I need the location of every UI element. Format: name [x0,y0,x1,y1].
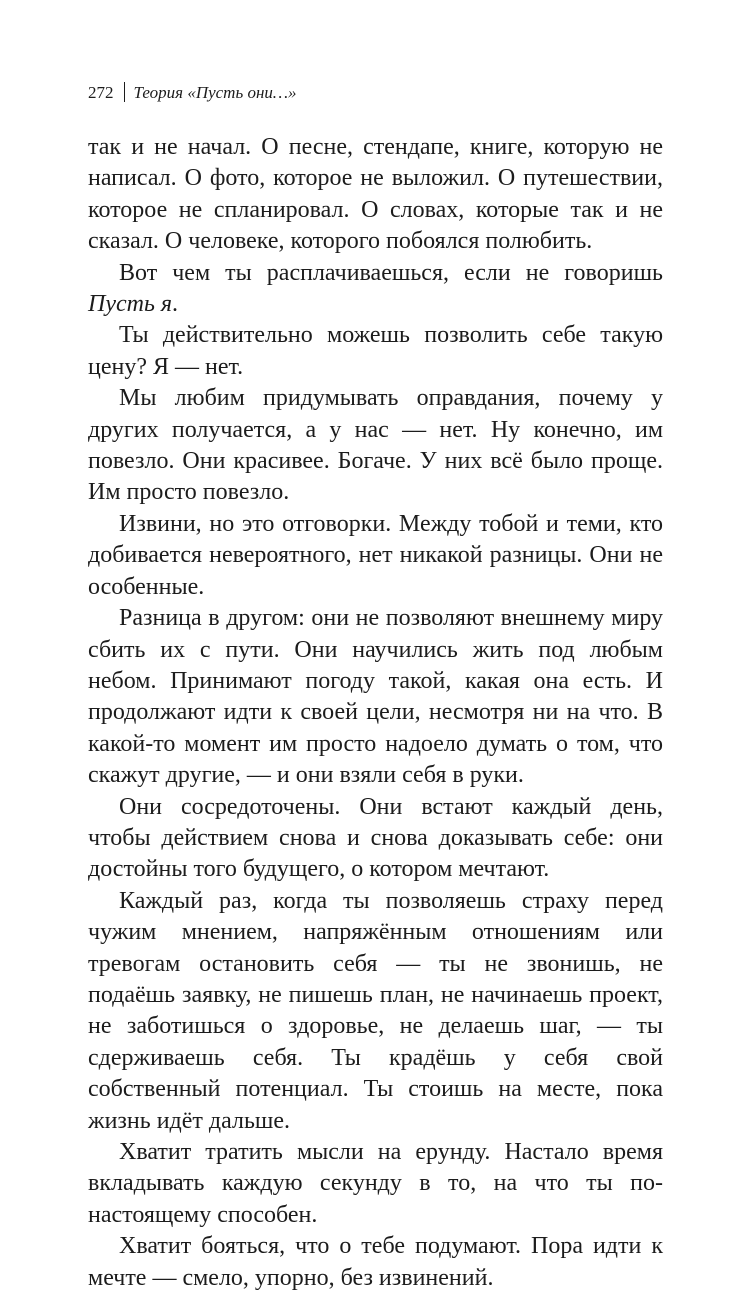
emphasis-text: Пусть я [88,291,173,318]
paragraph [88,258,663,321]
paragraph: Извини, но это отговорки. Между тобой и теми, кто добивается невероятного, нет никакой разницы. Они не особенные. [88,510,663,600]
paragraph: Ты действительно можешь позволить себе такую цену? Я — нет. [88,322,663,380]
paragraph: Каждый раз, когда ты позволяешь страху перед чужим мнением, напряжённым отношениям или тревогам остановить себя — ты не звонишь, не подаёшь заявку, не пишешь план, не начинаешь проект, не заботишься о здоровье, не делаешь шаг, — ты сдерживаешь себя. Ты крадёшь у себя свой собственный потенциал. Ты стоишь на месте, пока жизнь идёт дальше. [88,887,663,1134]
paragraph-text-end: . [172,291,179,318]
body-text [88,132,663,1294]
paragraph-text: Вот чем ты расплачиваешься, если не говоришь [119,259,663,286]
book-page [88,82,663,1294]
running-title: Теория «Пусть они…» [133,83,297,102]
header-divider [124,82,125,102]
page-number: 272 [88,83,114,102]
paragraph: Разница в другом: они не позволяют внешнему миру сбить их с пути. Они научились жить под любым небом. Принимают погоду такой, какая она есть. И продолжают идти к своей цели, несмотря ни на что. В какой-то момент им просто надоело думать о том, что скажут другие, — и они взяли себя в руки. [88,605,663,789]
paragraph: так и не начал. О песне, стендапе, книге, которую не написал. О фото, которое не выложил. О путешествии, которое не спланировал. О словах, которые так и не сказал. О человеке, которого побоялся полюбить. [88,134,663,255]
running-head [88,82,663,104]
paragraph: Хватит тратить мысли на ерунду. Настало время вкладывать каждую секунду в то, на что ты по-настоящему способен. [88,1139,663,1228]
paragraph: Хватит бояться, что о тебе подумают. Пора идти к мечте — смело, упорно, без извинений. [88,1233,663,1291]
paragraph: Мы любим придумывать оправдания, почему у других получается, а у нас — нет. Ну конечно, им повезло. Они красивее. Богаче. У них всё было проще. Им просто повезло. [88,385,663,506]
paragraph: Они сосредоточены. Они встают каждый день, чтобы действием снова и снова доказывать себе: они достойны того будущего, о котором мечтают. [88,793,663,883]
